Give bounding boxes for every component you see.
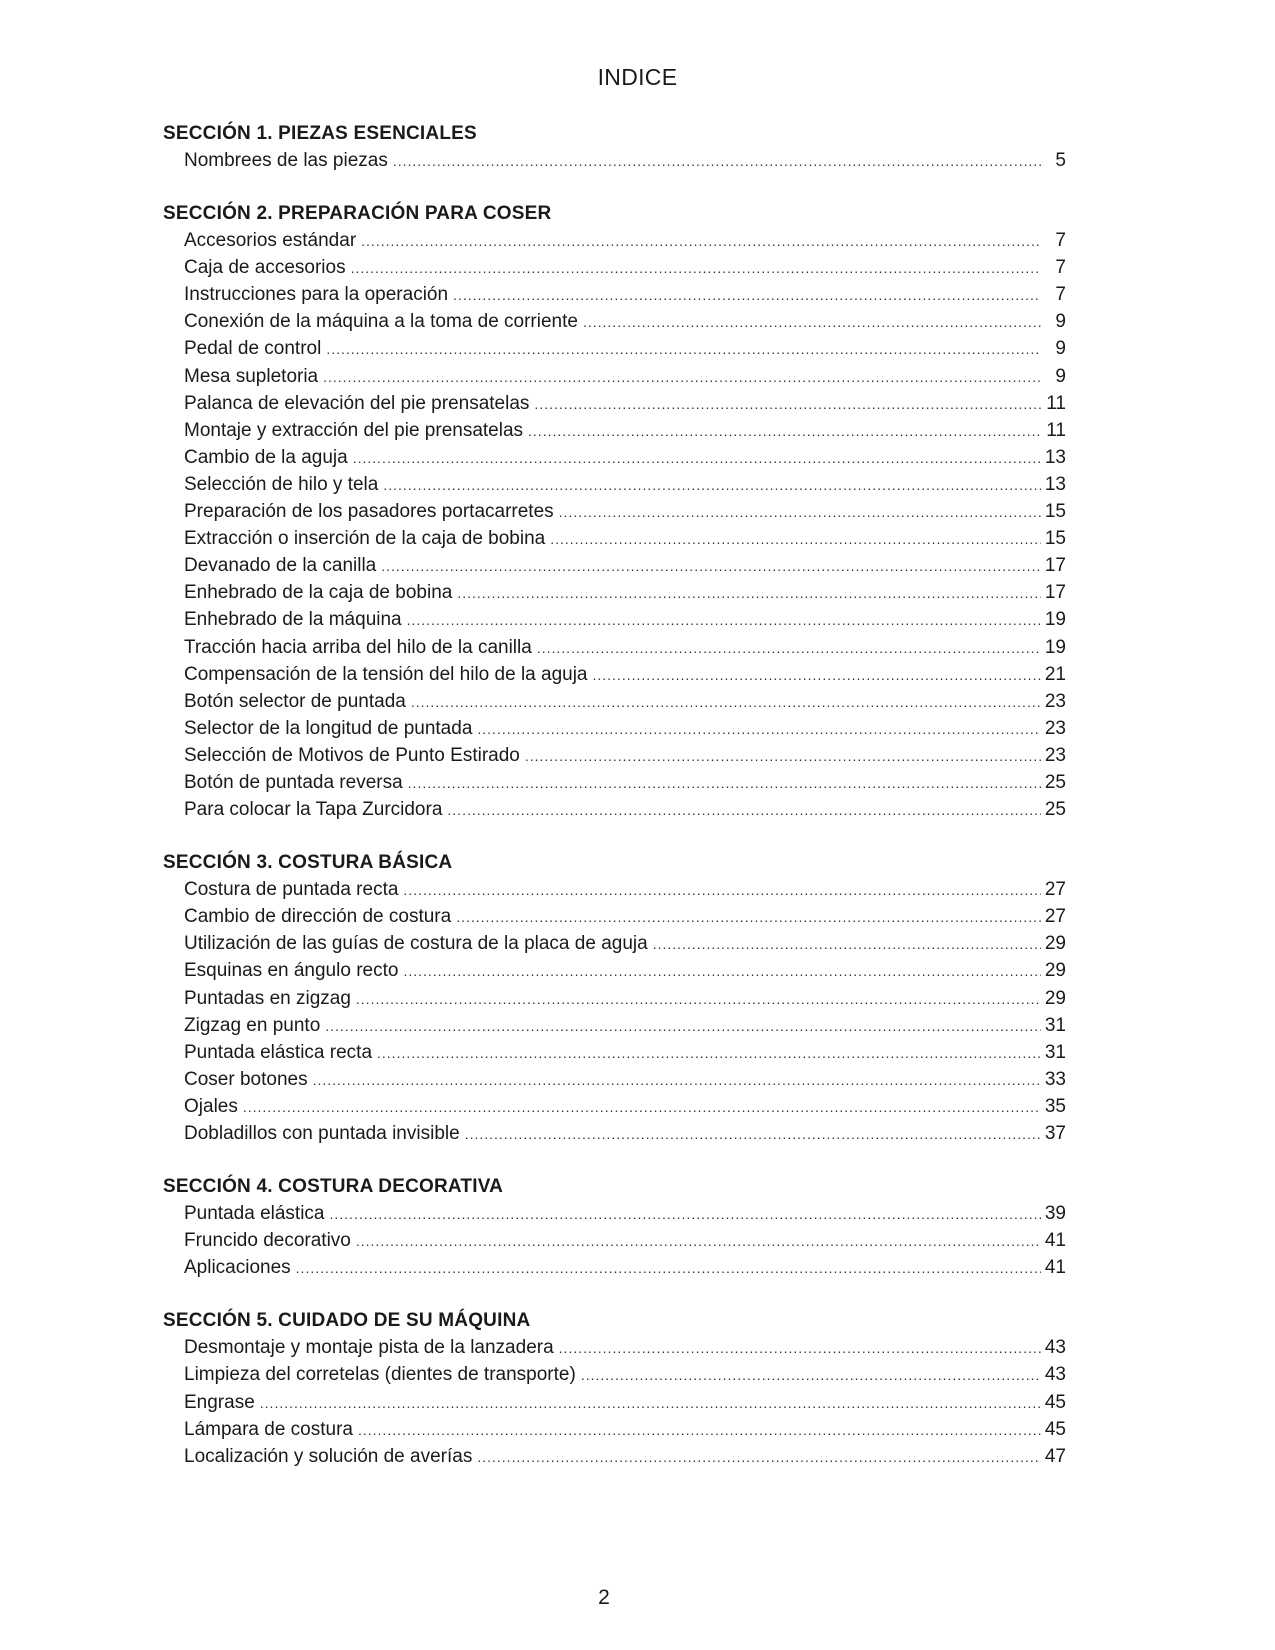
toc-entry-page: 29 xyxy=(1044,933,1066,955)
dot-leader xyxy=(326,336,1041,363)
toc-entry xyxy=(163,1227,1066,1254)
toc-entry-label: Palanca de elevación del pie prensatelas xyxy=(184,392,530,414)
dot-leader xyxy=(330,1201,1042,1228)
toc-entry-page: 15 xyxy=(1044,501,1066,523)
toc-entry xyxy=(163,876,1066,903)
section-heading: SECCIÓN 1. PIEZAS ESENCIALES xyxy=(163,123,477,144)
dot-leader xyxy=(447,797,1041,824)
toc-entry xyxy=(163,444,1066,471)
toc-entry xyxy=(163,335,1066,362)
dot-leader xyxy=(653,931,1041,958)
dot-leader xyxy=(525,743,1041,770)
toc-entry xyxy=(163,985,1066,1012)
toc-entry xyxy=(163,525,1066,552)
toc-entry xyxy=(163,634,1066,661)
toc-entry xyxy=(163,661,1066,688)
toc-entry-page: 9 xyxy=(1055,338,1066,360)
toc-entry xyxy=(163,903,1066,930)
section-heading: SECCIÓN 3. COSTURA BÁSICA xyxy=(163,852,453,874)
toc-entry-page: 41 xyxy=(1044,1230,1066,1252)
toc-entry xyxy=(163,1361,1066,1388)
toc-entry xyxy=(163,363,1066,390)
toc-entry-page: 31 xyxy=(1044,1014,1066,1036)
dot-leader xyxy=(411,689,1041,716)
toc-entry-label: Costura de puntada recta xyxy=(184,879,399,901)
toc-entry xyxy=(163,227,1066,254)
toc-entry xyxy=(163,390,1066,417)
toc-entry xyxy=(163,1039,1066,1066)
toc-entry-page: 7 xyxy=(1055,257,1066,279)
dot-leader xyxy=(583,309,1041,336)
toc-entry-label: Puntadas en zigzag xyxy=(184,987,351,1009)
dot-leader xyxy=(296,1255,1041,1282)
toc-section-3 xyxy=(163,849,1066,1147)
dot-leader xyxy=(581,1362,1041,1389)
dot-leader xyxy=(356,986,1041,1013)
toc-entry-page: 47 xyxy=(1044,1445,1066,1467)
dot-leader xyxy=(408,770,1041,797)
toc-entry-label: Enhebrado de la máquina xyxy=(184,609,402,631)
toc-entry-page: 41 xyxy=(1044,1257,1066,1279)
toc-entry xyxy=(163,1200,1066,1227)
toc-entry-label: Compensación de la tensión del hilo de la aguja xyxy=(184,663,588,685)
toc-entry xyxy=(163,1093,1066,1120)
dot-leader xyxy=(407,607,1041,634)
toc-entry xyxy=(163,606,1066,633)
toc-entry-label: Cambio de la aguja xyxy=(184,446,348,468)
toc-entry-label: Coser botones xyxy=(184,1068,308,1090)
toc-entry-label: Pedal de control xyxy=(184,338,322,360)
toc-entry xyxy=(163,552,1066,579)
toc-section-2 xyxy=(163,200,1066,823)
toc-entry-page: 19 xyxy=(1044,636,1066,658)
toc-entry xyxy=(163,1012,1066,1039)
toc-entry-page: 11 xyxy=(1046,392,1066,414)
toc-entry-page: 27 xyxy=(1044,879,1066,901)
toc-entry-label: Instrucciones para la operación xyxy=(184,284,449,306)
dot-leader xyxy=(353,445,1041,472)
dot-leader xyxy=(243,1094,1041,1121)
dot-leader xyxy=(351,255,1041,282)
toc-entry xyxy=(163,1334,1066,1361)
toc-entry xyxy=(163,471,1066,498)
toc-entry-page: 19 xyxy=(1044,609,1066,631)
dot-leader xyxy=(593,662,1042,689)
dot-leader xyxy=(356,1228,1041,1255)
dot-leader xyxy=(313,1067,1041,1094)
dot-leader xyxy=(358,1417,1041,1444)
toc-entry xyxy=(163,796,1066,823)
dot-leader xyxy=(457,580,1041,607)
toc-entry-label: Selección de Motivos de Punto Estirado xyxy=(184,744,520,766)
toc-entry xyxy=(163,1254,1066,1281)
dot-leader xyxy=(383,472,1041,499)
toc-entry-label: Botón de puntada reversa xyxy=(184,771,403,793)
dot-leader xyxy=(456,904,1041,931)
dot-leader xyxy=(361,228,1041,255)
dot-leader xyxy=(453,282,1041,309)
toc-entry-page: 15 xyxy=(1044,528,1066,550)
toc-entry-page: 5 xyxy=(1055,150,1066,171)
dot-leader xyxy=(477,716,1041,743)
toc-entry xyxy=(163,715,1066,742)
toc-entry-label: Dobladillos con puntada invisible xyxy=(184,1123,460,1144)
toc-entry xyxy=(163,1416,1066,1443)
toc-entry-label: Botón selector de puntada xyxy=(184,690,406,712)
section-heading: SECCIÓN 5. CUIDADO DE SU MÁQUINA xyxy=(163,1310,531,1332)
page-title: INDICE xyxy=(597,64,678,90)
toc-entry-label: Mesa supletoria xyxy=(184,365,319,387)
toc-entry-page: 11 xyxy=(1046,419,1066,441)
toc-entry-label: Caja de accesorios xyxy=(184,257,346,279)
dot-leader xyxy=(477,1444,1041,1471)
dot-leader xyxy=(550,526,1041,553)
toc-entry-page: 39 xyxy=(1044,1203,1066,1225)
toc-section-5 xyxy=(163,1307,1066,1469)
toc-entry xyxy=(163,957,1066,984)
toc-entry xyxy=(163,930,1066,957)
toc-entry-label: Aplicaciones xyxy=(184,1257,291,1279)
toc-entry-page: 23 xyxy=(1044,717,1066,739)
toc-entry-label: Montaje y extracción del pie prensatelas xyxy=(184,419,524,441)
toc-entry-label: Para colocar la Tapa Zurcidora xyxy=(184,799,443,821)
toc-entry-label: Devanado de la canilla xyxy=(184,555,377,577)
toc-entry-label: Fruncido decorativo xyxy=(184,1230,351,1252)
toc-entry-page: 23 xyxy=(1044,690,1066,712)
toc-entry xyxy=(163,1120,1066,1147)
dot-leader xyxy=(403,958,1041,985)
toc-entry-page: 35 xyxy=(1044,1095,1066,1117)
toc-entry-page: 9 xyxy=(1055,311,1066,333)
toc-entry-page: 17 xyxy=(1044,555,1066,577)
toc-entry-label: Engrase xyxy=(184,1391,255,1413)
toc-entry xyxy=(163,1389,1066,1416)
toc-entry-page: 9 xyxy=(1055,365,1066,387)
toc-section-4 xyxy=(163,1173,1066,1281)
dot-leader xyxy=(381,553,1041,580)
toc-entry-label: Selector de la longitud de puntada xyxy=(184,717,473,739)
toc-entry-label: Extracción o inserción de la caja de bobina xyxy=(184,528,546,550)
toc-entry-page: 13 xyxy=(1044,446,1066,468)
toc-entry-page: 25 xyxy=(1044,799,1066,821)
toc-entry-label: Desmontaje y montaje pista de la lanzadera xyxy=(184,1337,554,1359)
toc-entry-label: Utilización de las guías de costura de la placa de aguja xyxy=(184,933,648,955)
toc-entry-label: Puntada elástica recta xyxy=(184,1041,373,1063)
dot-leader xyxy=(377,1040,1041,1067)
toc-entry-page: 43 xyxy=(1044,1337,1066,1359)
toc-entry-label: Ojales xyxy=(184,1095,238,1117)
toc-entry-label: Enhebrado de la caja de bobina xyxy=(184,582,453,604)
toc-entry xyxy=(163,254,1066,281)
toc-entry-label: Nombrees de las piezas xyxy=(184,150,388,171)
toc-entry-page: 45 xyxy=(1044,1391,1066,1413)
table-of-contents xyxy=(163,120,1066,1496)
dot-leader xyxy=(465,1121,1041,1148)
toc-entry-label: Localización y solución de averías xyxy=(184,1445,473,1467)
section-heading: SECCIÓN 2. PREPARACIÓN PARA COSER xyxy=(163,203,552,225)
toc-entry xyxy=(163,579,1066,606)
dot-leader xyxy=(393,148,1041,175)
toc-entry-label: Selección de hilo y tela xyxy=(184,473,379,495)
toc-entry-page: 45 xyxy=(1044,1418,1066,1440)
toc-entry xyxy=(163,281,1066,308)
dot-leader xyxy=(537,635,1041,662)
toc-entry xyxy=(163,742,1066,769)
toc-entry xyxy=(163,417,1066,444)
page-number: 2 xyxy=(598,1586,610,1609)
toc-entry-label: Zigzag en punto xyxy=(184,1014,321,1036)
dot-leader xyxy=(534,391,1041,418)
toc-entry xyxy=(163,1066,1066,1093)
toc-entry-page: 27 xyxy=(1044,906,1066,928)
toc-entry-label: Puntada elástica xyxy=(184,1203,325,1225)
toc-entry xyxy=(163,688,1066,715)
dot-leader xyxy=(559,499,1041,526)
toc-entry-page: 37 xyxy=(1044,1123,1066,1144)
toc-entry-page: 21 xyxy=(1044,663,1066,685)
toc-entry-page: 7 xyxy=(1055,284,1066,306)
toc-entry-label: Cambio de dirección de costura xyxy=(184,906,452,928)
toc-entry-page: 13 xyxy=(1044,473,1066,495)
toc-entry-label: Preparación de los pasadores portacarretes xyxy=(184,501,554,523)
toc-entry xyxy=(163,769,1066,796)
toc-entry-label: Tracción hacia arriba del hilo de la canilla xyxy=(184,636,532,658)
toc-entry xyxy=(163,308,1066,335)
toc-entry-page: 29 xyxy=(1044,960,1066,982)
toc-entry-label: Conexión de la máquina a la toma de corriente xyxy=(184,311,578,333)
toc-entry-page: 29 xyxy=(1044,987,1066,1009)
dot-leader xyxy=(528,418,1041,445)
toc-entry xyxy=(163,498,1066,525)
toc-entry-page: 43 xyxy=(1044,1364,1066,1386)
dot-leader xyxy=(403,877,1041,904)
toc-entry-label: Lámpara de costura xyxy=(184,1418,353,1440)
dot-leader xyxy=(323,364,1041,391)
dot-leader xyxy=(260,1390,1041,1417)
section-heading: SECCIÓN 4. COSTURA DECORATIVA xyxy=(163,1176,504,1198)
toc-entry-page: 17 xyxy=(1044,582,1066,604)
toc-section-1 xyxy=(163,120,1066,174)
toc-entry-page: 31 xyxy=(1044,1041,1066,1063)
toc-entry-label: Accesorios estándar xyxy=(184,230,357,252)
toc-entry-page: 23 xyxy=(1044,744,1066,766)
dot-leader xyxy=(559,1335,1041,1362)
toc-entry-page: 7 xyxy=(1055,230,1066,252)
toc-entry-label: Esquinas en ángulo recto xyxy=(184,960,399,982)
toc-entry xyxy=(163,147,1066,174)
dot-leader xyxy=(325,1013,1041,1040)
toc-entry-page: 33 xyxy=(1044,1068,1066,1090)
toc-entry-label: Limpieza del corretelas (dientes de transporte) xyxy=(184,1364,576,1386)
toc-entry xyxy=(163,1443,1066,1470)
toc-entry-page: 25 xyxy=(1044,771,1066,793)
